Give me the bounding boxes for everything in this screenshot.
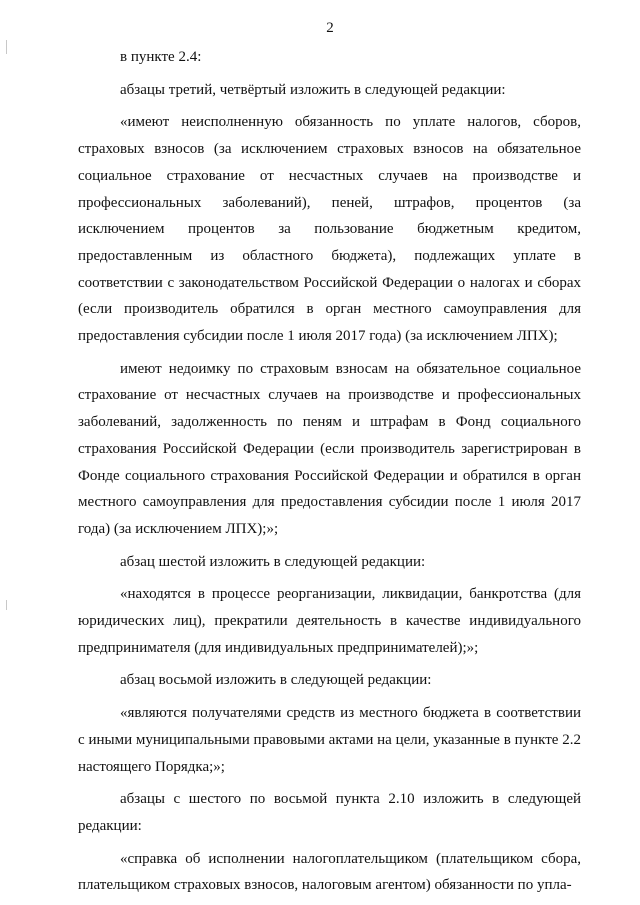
- page-number: 2: [326, 20, 334, 36]
- paragraph-local-budget-recipients: «являются получателями средств из местного бюджета в соответствии с иными муниципальными правовыми актами на цели, указанные в пункте 2.2 настоящего Порядка;»;: [78, 705, 581, 775]
- paragraph-tax-obligation: «имеют неисполненную обязанность по уплате налогов, сборов, страховых взносов (за исключением страховых взносов на обязательное социальное страхование от несчастных случаев на производстве и профессиональных заболеваний), пеней, штрафов, процентов (за исключением процентов за пользование бюджетным кредитом, предоставленным из областного бюджета), подлежащих уплате в соответствии с законодательством Российской Федерации о налогах и сборах (если производитель обратился в орган местного самоуправления для предоставления субсидии после 1 июля 2017 года) (за исключением ЛПХ);: [78, 114, 581, 345]
- paragraph-instruction-clause-2-10: абзацы с шестого по восьмой пункта 2.10 изложить в следующей редакции:: [78, 791, 581, 834]
- paragraph-tax-certificate: «справка об исполнении налогоплательщиком (плательщиком сбора, плательщиком страховых взносов, налоговым агентом) обязанности по упла-: [78, 850, 581, 894]
- paragraph-instruction-sixth: абзац шестой изложить в следующей редакции:: [120, 553, 426, 570]
- paragraph-instruction-third-fourth: абзацы третий, четвёртый изложить в следующей редакции:: [120, 81, 506, 98]
- scan-edge-mark-top: [6, 40, 7, 54]
- paragraph-instruction-eighth: абзац восьмой изложить в следующей редакции:: [120, 672, 432, 689]
- document-body: [78, 44, 581, 899]
- paragraph-clause-2-4: в пункте 2.4:: [120, 49, 202, 65]
- scan-edge-mark-bottom: [6, 600, 7, 610]
- paragraph-reorganization: «находятся в процессе реорганизации, ликвидации, банкротства (для юридических лиц), прекратили деятельность в качестве индивидуального предпринимателя (для индивидуальных предпринимателей);»;: [78, 586, 581, 656]
- paragraph-insurance-arrears: имеют недоимку по страховым взносам на обязательное социальное страхование от несчастных случаев на производстве и профессиональных заболеваний, задолженность по пеням и штрафам в Фонд социального страхования Российской Федерации (если производитель зарегистрирован в Фонде социального страхования Российской Федерации и обратился в орган местного самоуправления для предоставления субсидии после 1 июля 2017 года) (за исключением ЛПХ);»;: [78, 360, 581, 537]
